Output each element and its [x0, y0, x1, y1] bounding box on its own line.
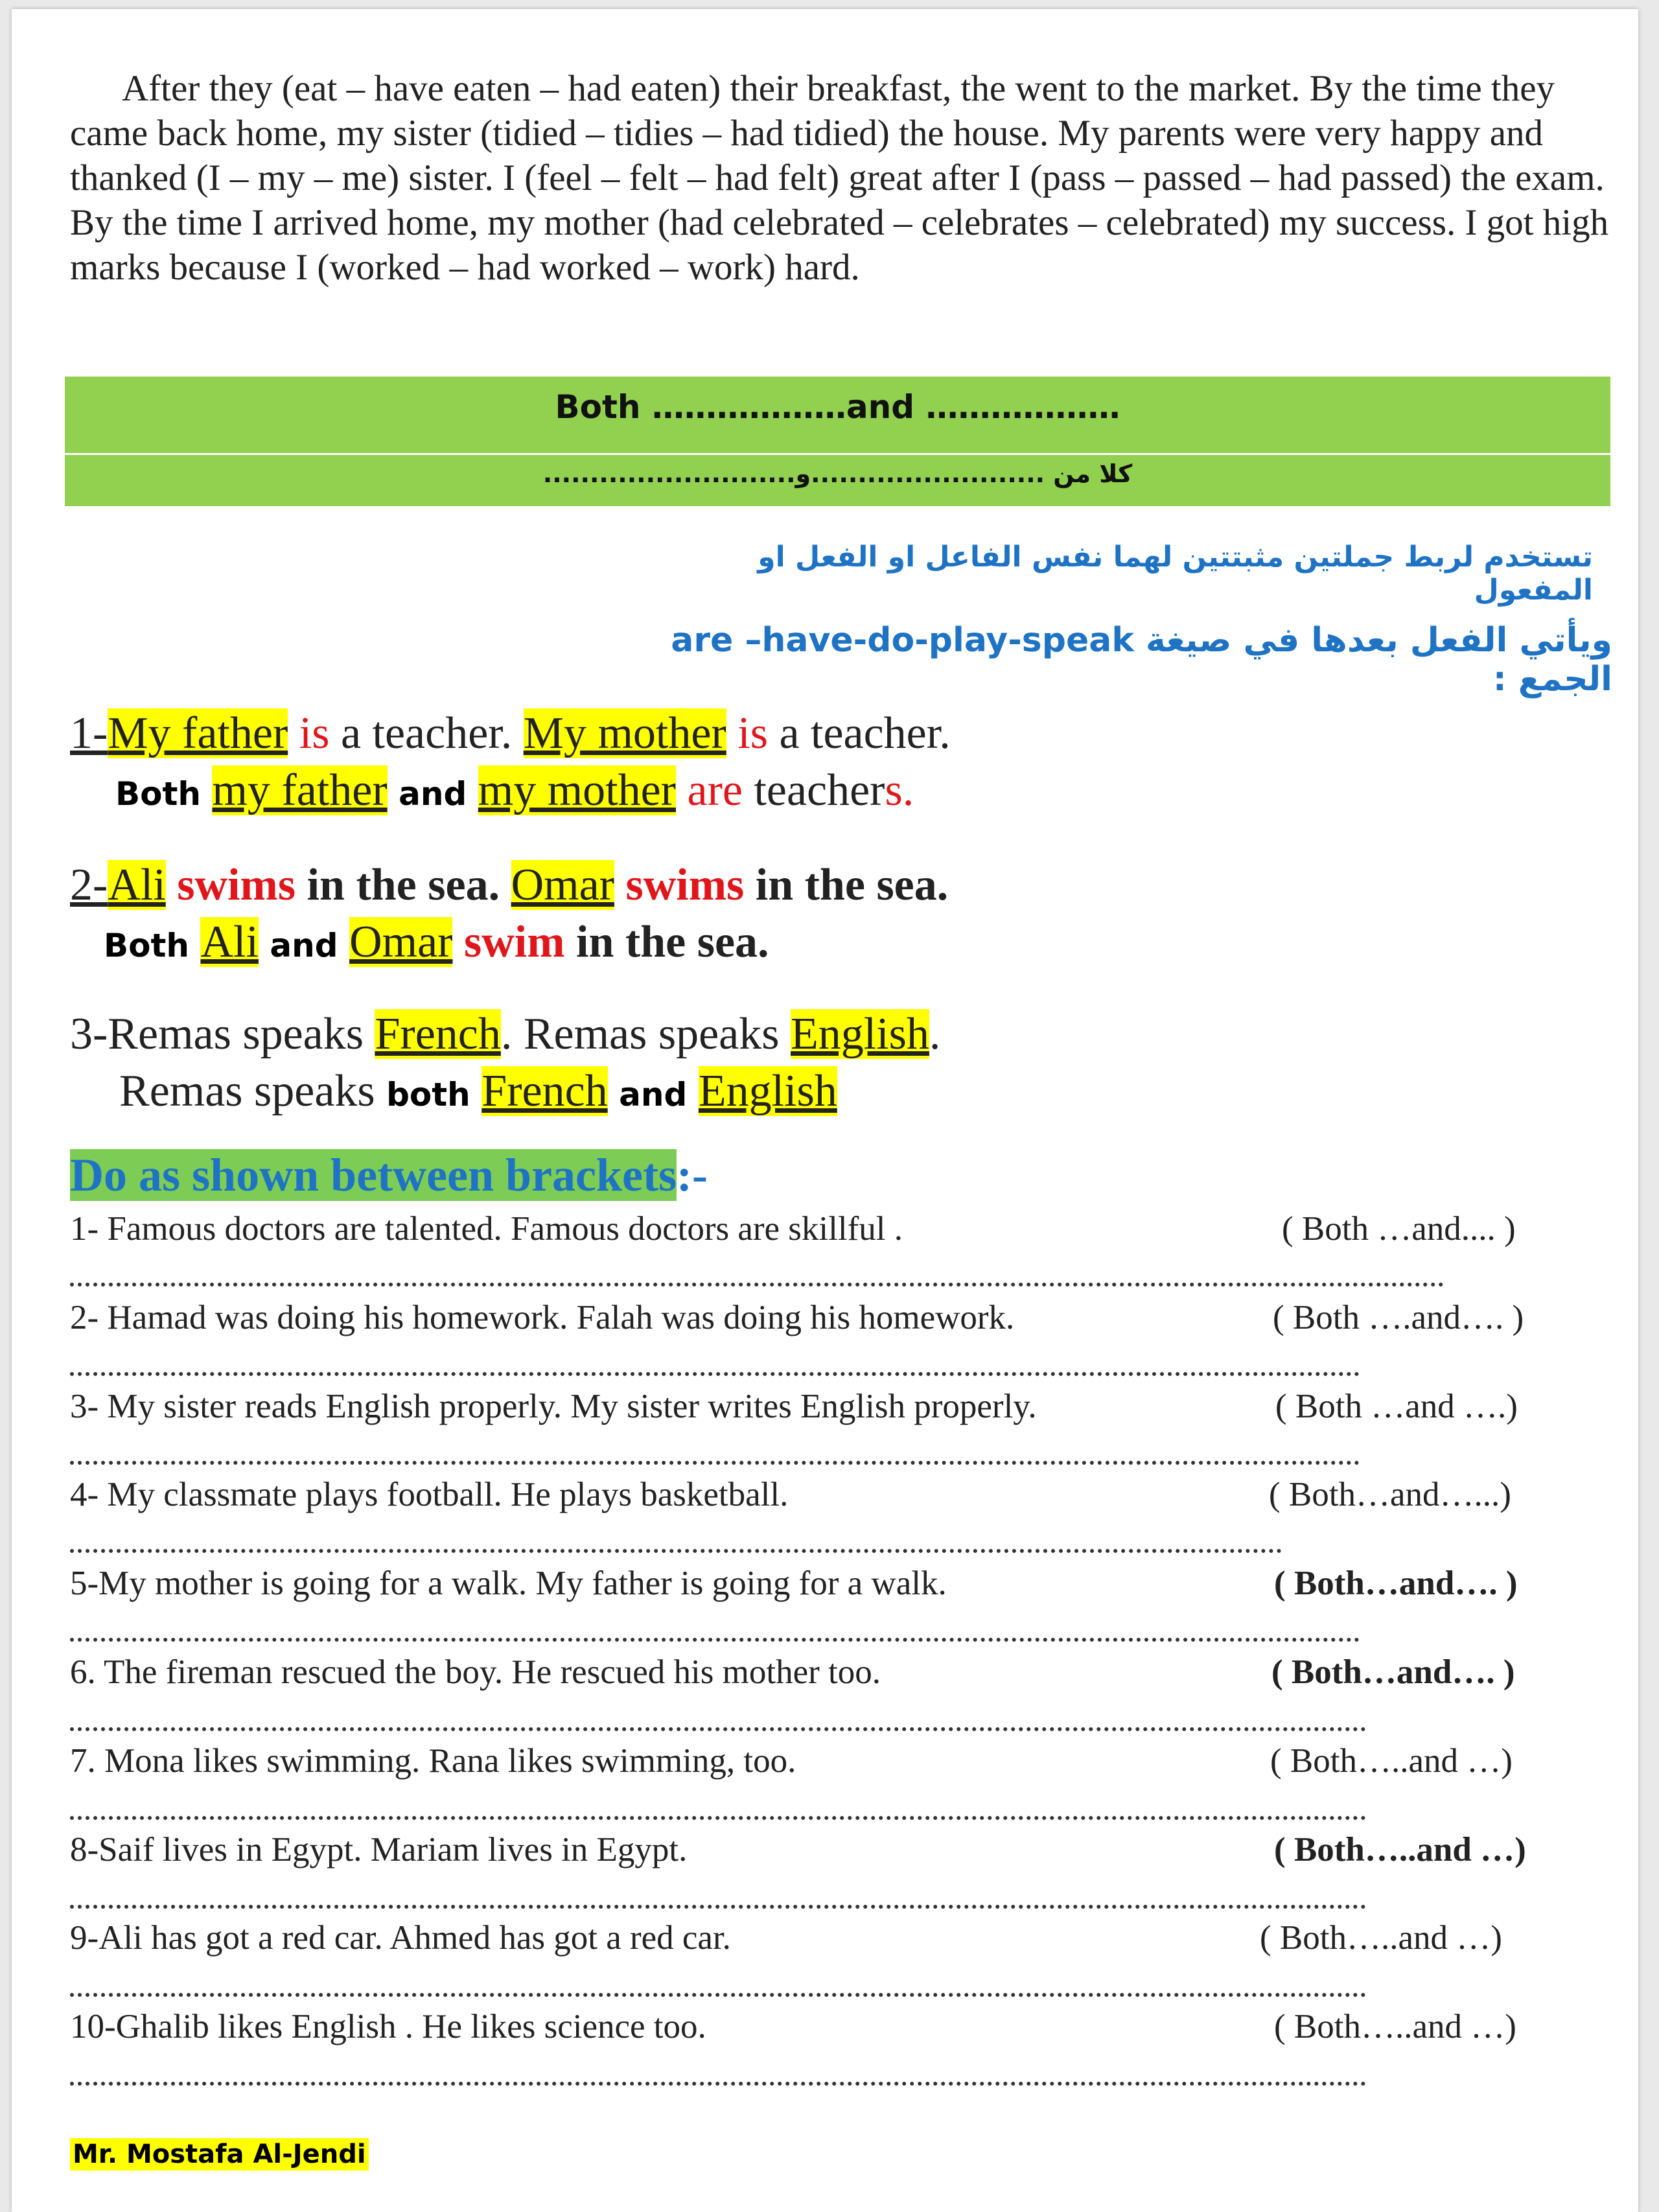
- question-2: [70, 1298, 1625, 1350]
- question-hint: ( Both …and.... ): [1282, 1210, 1516, 1248]
- subject-1: My father: [108, 708, 288, 758]
- subject-1: Ali: [108, 860, 166, 910]
- both-word: Both: [104, 927, 189, 964]
- arabic-note-usage: تستخدم لربط جملتين مثبتتين لهما نفس الفاعل او الفعل او المفعول: [758, 541, 1593, 607]
- exercise-heading-text: Do as shown between brackets: [70, 1149, 677, 1201]
- question-text: 9-Ali has got a red car. Ahmed has got a red car.: [70, 1919, 731, 1957]
- example-2-line-1: [70, 857, 1612, 914]
- verb-2: is: [737, 708, 768, 758]
- both-word: both: [386, 1076, 470, 1113]
- sentence-part-2: . Remas speaks: [500, 1009, 780, 1059]
- question-text: 5-My mother is going for a walk. My father is going for a walk.: [70, 1565, 947, 1602]
- verb-2: swims: [625, 860, 745, 910]
- question-10: [70, 2007, 1625, 2059]
- answer-line-4[interactable]: [70, 1543, 1282, 1553]
- combined-subject-2: my mother: [478, 765, 676, 815]
- sentence-part-1: 3-Remas speaks: [70, 1009, 364, 1059]
- question-hint: ( Both…..and …): [1274, 2008, 1516, 2045]
- question-text: 8-Saif lives in Egypt. Mariam lives in Egypt.: [70, 1831, 688, 1869]
- question-hint: ( Both…..and …): [1270, 1742, 1513, 1780]
- verb-1: swims: [177, 860, 296, 910]
- and-word: and: [619, 1076, 688, 1113]
- arabic-note-plural: [634, 621, 1612, 699]
- example-number: 2-: [70, 860, 108, 910]
- answer-line-9[interactable]: [70, 1986, 1366, 1997]
- combined-subject-1: my father: [212, 765, 388, 815]
- question-hint: ( Both…and…. ): [1271, 1653, 1515, 1691]
- rule-arabic: كلا من .........................و...........................: [542, 460, 1133, 488]
- question-3: [70, 1387, 1625, 1439]
- rest-3: in the sea.: [576, 917, 769, 967]
- question-hint: ( Both ….and…. ): [1273, 1299, 1524, 1336]
- question-8: [70, 1830, 1625, 1882]
- noun-stem: teacher: [754, 765, 885, 815]
- example-1-line-2: [115, 762, 1658, 822]
- combined-subject-1: Ali: [200, 917, 259, 967]
- question-hint: ( Both…..and …): [1260, 1919, 1502, 1957]
- sentence-part-1: Remas speaks: [119, 1066, 375, 1116]
- question-text: 4- My classmate plays football. He plays basketball.: [70, 1476, 789, 1513]
- question-hint: ( Both…and…...): [1269, 1476, 1511, 1513]
- question-hint: ( Both…and…. ): [1274, 1565, 1518, 1602]
- question-7: [70, 1741, 1625, 1793]
- answer-line-1[interactable]: [70, 1276, 1444, 1286]
- question-text: 6. The fireman rescued the boy. He rescued his mother too.: [70, 1653, 881, 1691]
- question-4: [70, 1475, 1625, 1527]
- author-signature: Mr. Mostafa Al-Jendi: [70, 2138, 369, 2171]
- verb-1: is: [299, 708, 330, 758]
- answer-line-6[interactable]: [70, 1721, 1366, 1731]
- subject-2: My mother: [523, 708, 726, 758]
- answer-line-5[interactable]: [70, 1631, 1360, 1642]
- question-9: [70, 1918, 1625, 1970]
- object-1: French: [375, 1009, 501, 1059]
- plural-verbs: are –have-do-play-speak: [671, 621, 1134, 660]
- sentence-end: .: [929, 1009, 941, 1059]
- example-3-line-2: [119, 1063, 1659, 1123]
- subject-2: Omar: [511, 860, 614, 910]
- question-hint: ( Both…..and …): [1274, 1831, 1526, 1869]
- rest-2: a teacher.: [779, 708, 951, 758]
- example-3-line-1: [70, 1006, 1612, 1063]
- grammar-paragraph: After they (eat – have eaten – had eaten) their breakfast, the went to the market. By the time they came back home, my sister (tidied – tidies – had tidied) the house. My parents were very happy and thanked (I – my – me) sister. I (feel – felt – had felt) great after I (pass – passed – had passed) the exam. By the time I arrived home, my mother (had celebrated – celebrates – celebrated) my success. I got high marks because I (worked – had worked – work) hard.: [70, 68, 1609, 288]
- plural-verb: swim: [463, 917, 565, 967]
- rule-box: [65, 377, 1610, 506]
- rest-1: a teacher.: [340, 708, 513, 758]
- question-text: 10-Ghalib likes English . He likes science too.: [70, 2008, 706, 2045]
- plural-s: s: [885, 765, 903, 815]
- rest-2: in the sea.: [755, 860, 949, 910]
- answer-line-3[interactable]: [70, 1454, 1360, 1465]
- question-text: 7. Mona likes swimming. Rana likes swimming, too.: [70, 1742, 796, 1780]
- question-1: [70, 1209, 1625, 1261]
- plural-noun: [754, 765, 914, 815]
- rest-1: in the sea.: [307, 860, 500, 910]
- example-2-line-2: [104, 914, 1646, 974]
- both-word: Both: [115, 775, 201, 813]
- question-hint: ( Both …and ….): [1275, 1388, 1518, 1425]
- rule-english: Both ………………and ………………: [555, 388, 1120, 426]
- combined-object-1: French: [481, 1066, 608, 1116]
- question-5: [70, 1564, 1625, 1616]
- answer-line-8[interactable]: [70, 1898, 1366, 1909]
- answer-line-10[interactable]: [70, 2075, 1366, 2086]
- example-number: 1-: [70, 708, 108, 758]
- answer-line-2[interactable]: [70, 1366, 1360, 1376]
- exercise-heading-suffix: :-: [677, 1149, 708, 1201]
- answer-line-7[interactable]: [70, 1810, 1366, 1820]
- worksheet-page: [12, 9, 1638, 2212]
- exercise-heading: [70, 1148, 708, 1202]
- plural-verb: are: [687, 765, 743, 815]
- object-2: English: [790, 1009, 929, 1059]
- question-text: 3- My sister reads English properly. My sister writes English properly.: [70, 1388, 1037, 1425]
- rule-divider: [65, 453, 1610, 455]
- question-6: [70, 1653, 1625, 1705]
- question-text: 1- Famous doctors are talented. Famous doctors are skillful .: [70, 1210, 903, 1248]
- example-1-line-1: [70, 705, 1612, 762]
- combined-object-2: English: [698, 1066, 837, 1116]
- full-stop: .: [902, 765, 914, 815]
- and-word: and: [270, 927, 338, 964]
- arabic-note-plural-text: ويأتي الفعل بعدها في صيغة الجمع :: [1146, 621, 1612, 699]
- combined-subject-2: Omar: [349, 917, 453, 967]
- and-word: and: [399, 775, 467, 813]
- question-text: 2- Hamad was doing his homework. Falah was doing his homework.: [70, 1299, 1015, 1336]
